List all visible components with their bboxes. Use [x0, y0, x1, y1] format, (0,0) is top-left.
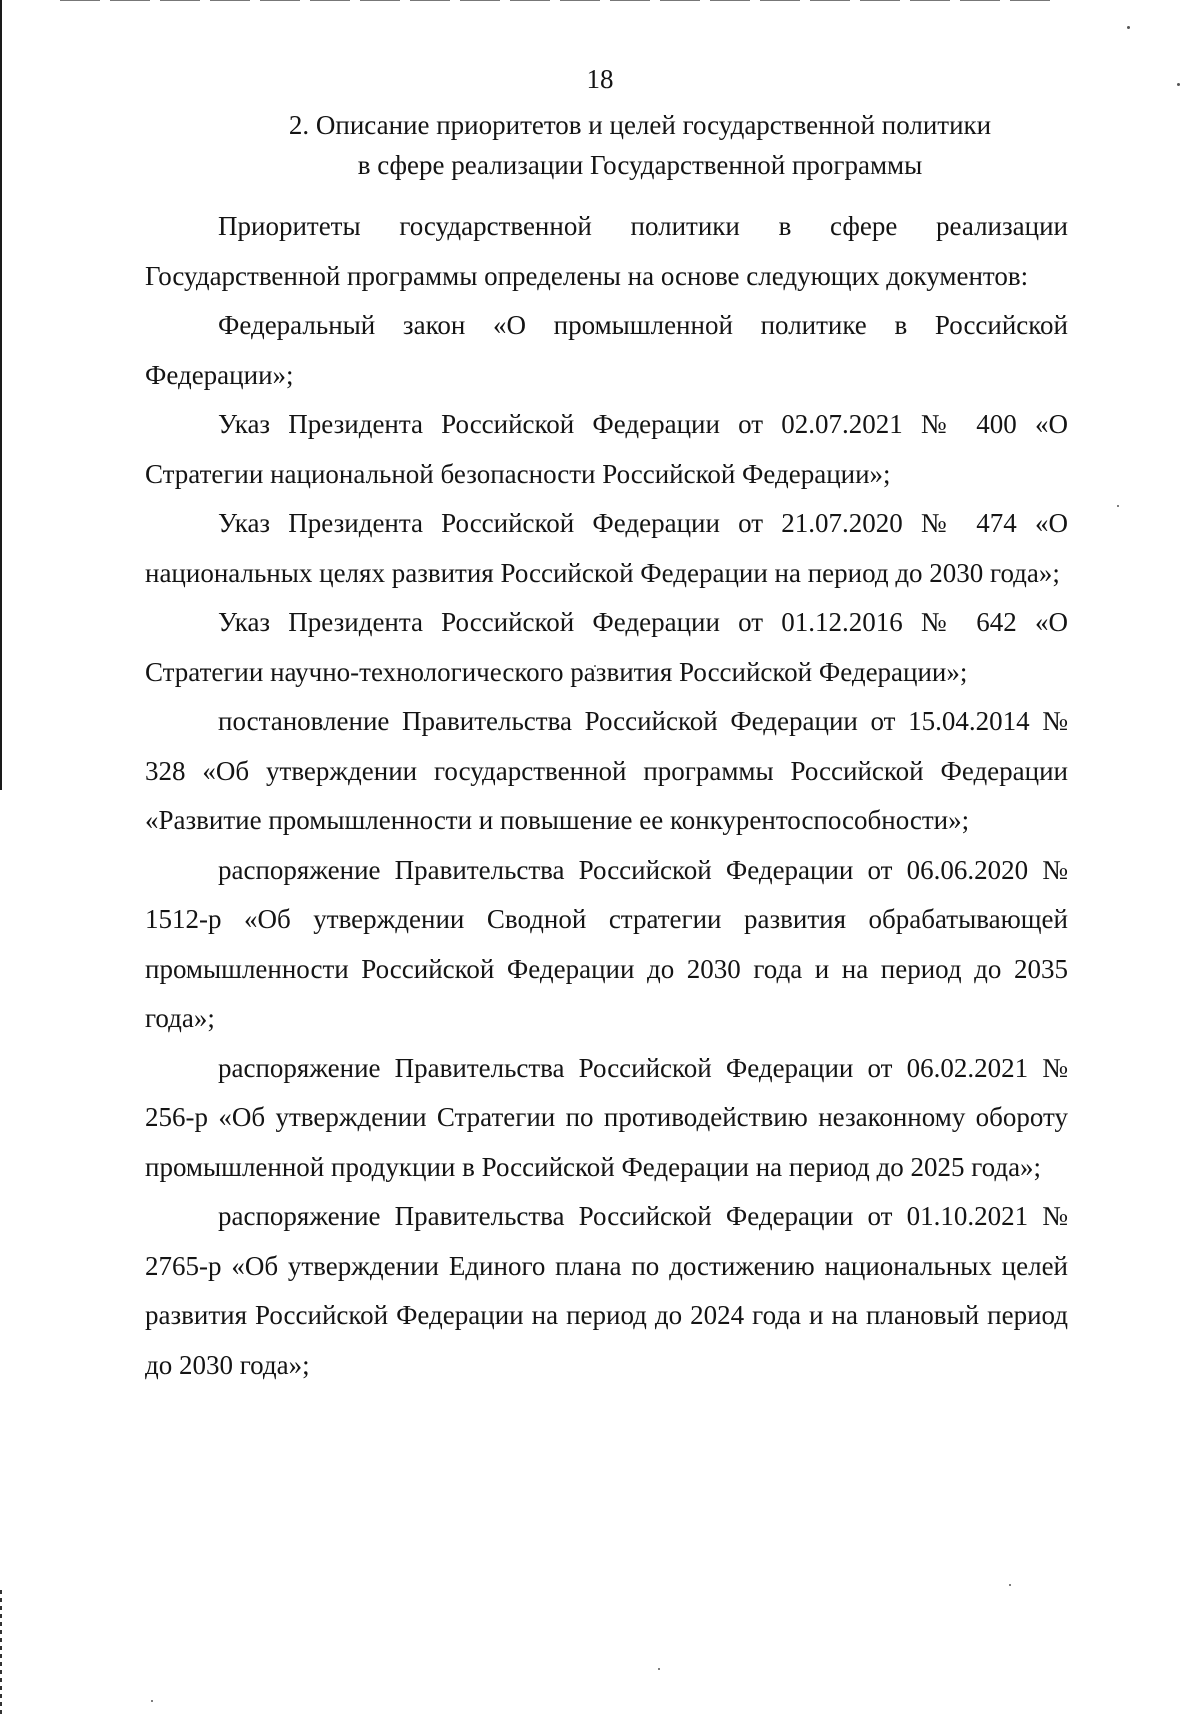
paragraph-decree-400: Указ Президента Российской Федерации от 02.07.2021 № 400 «О Стратегии национальной безопасности Российской Федерации»; [145, 409, 1068, 489]
paragraph-decree-474: Указ Президента Российской Федерации от 21.07.2020 № 474 «О национальных целях развития Российской Федерации на период до 2030 года»; [145, 508, 1068, 588]
paragraph-decree-642: Указ Президента Российской Федерации от 01.12.2016 № 642 «О Стратегии научно-технологического развития Российской Федерации»; [145, 607, 1068, 687]
paragraph-intro: Приоритеты государственной политики в сфере реализации Государственной программы определены на основе следующих документов: [145, 211, 1068, 291]
paragraph-resolution-328: постановление Правительства Российской Федерации от 15.04.2014 № 328 «Об утверждении государственной программы Российской Федерации «Развитие промышленности и повышение ее конкурентоспособности»; [145, 706, 1068, 835]
page-number: 18 [586, 64, 614, 94]
scan-speck [1127, 26, 1130, 29]
scan-edge-left [0, 0, 2, 790]
paragraph-order-1512: распоряжение Правительства Российской Федерации от 06.06.2020 № 1512-р «Об утверждении Сводной стратегии развития обрабатывающей промышленности Российской Федерации до 2030 года и на период до 2035 года»; [145, 854, 1068, 1033]
section-heading [140, 105, 1140, 185]
scan-edge-top [60, 0, 1060, 1]
section-heading-line-1: 2. Описание приоритетов и целей государственной политики [288, 110, 992, 140]
paragraph-order-2765: распоряжение Правительства Российской Федерации от 01.10.2021 № 2765-р «Об утверждении Единого плана по достижению национальных целей развития Российской Федерации на период до 2024 года и на плановый период до 2030 года»; [145, 1201, 1068, 1380]
scan-speck [658, 1668, 660, 1670]
scan-speck [1009, 1584, 1011, 1586]
section-heading-line-2: в сфере реализации Государственной программы [357, 150, 923, 180]
paragraph-federal-law: Федеральный закон «О промышленной политике в Российской Федерации»; [145, 310, 1068, 390]
document-body [145, 202, 1068, 1390]
paragraph-order-256: распоряжение Правительства Российской Федерации от 06.02.2021 № 256-р «Об утверждении Стратегии по противодействию незаконному обороту промышленной продукции в Российской Федерации на период до 2025 года»; [145, 1052, 1068, 1182]
scan-speck [151, 1700, 153, 1702]
scan-speck [1117, 505, 1119, 507]
scan-edge-left-dots [0, 1590, 2, 1715]
